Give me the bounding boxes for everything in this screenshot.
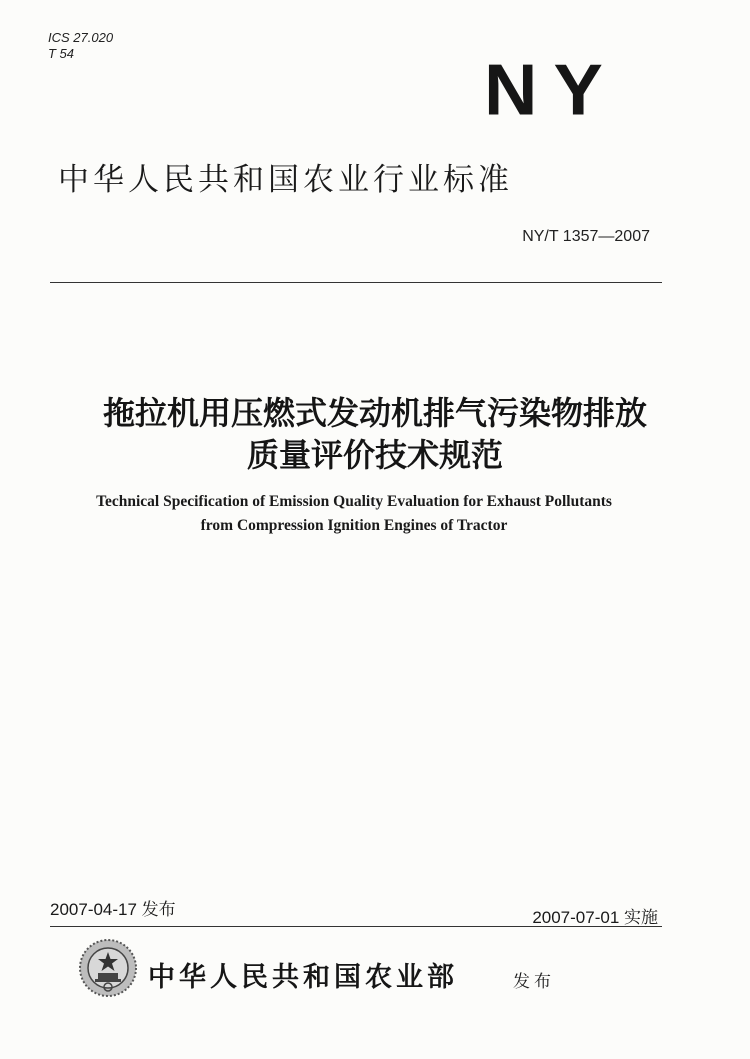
title-zh-line1: 拖拉机用压燃式发动机排气污染物排放 [102, 394, 647, 432]
title-zh-line2: 质量评价技术规范 [246, 436, 503, 474]
category-code: T 54 [48, 46, 75, 61]
bottom-divider [50, 926, 662, 927]
classification-codes [48, 30, 113, 62]
top-divider [50, 282, 662, 283]
title-en-line1: Technical Specification of Emission Quality Evaluation for Exhaust Pollutants [96, 493, 612, 510]
ny-logo: NY [484, 48, 619, 131]
standard-type-title: 中华人民共和国农业行业标准 [58, 162, 513, 198]
title-en-line2: from Compression Ignition Engines of Tractor [200, 517, 508, 534]
issue-date: 2007-04-17 发布 [50, 900, 176, 919]
publish-label: 发布 [513, 972, 555, 992]
ics-code: ICS 27.020 [48, 30, 114, 45]
implementation-date: 2007-07-01 实施 [532, 908, 658, 927]
national-emblem-icon [78, 938, 138, 998]
publisher-name: 中华人民共和国农业部 [148, 962, 458, 993]
standard-number: NY/T 1357—2007 [522, 228, 650, 245]
